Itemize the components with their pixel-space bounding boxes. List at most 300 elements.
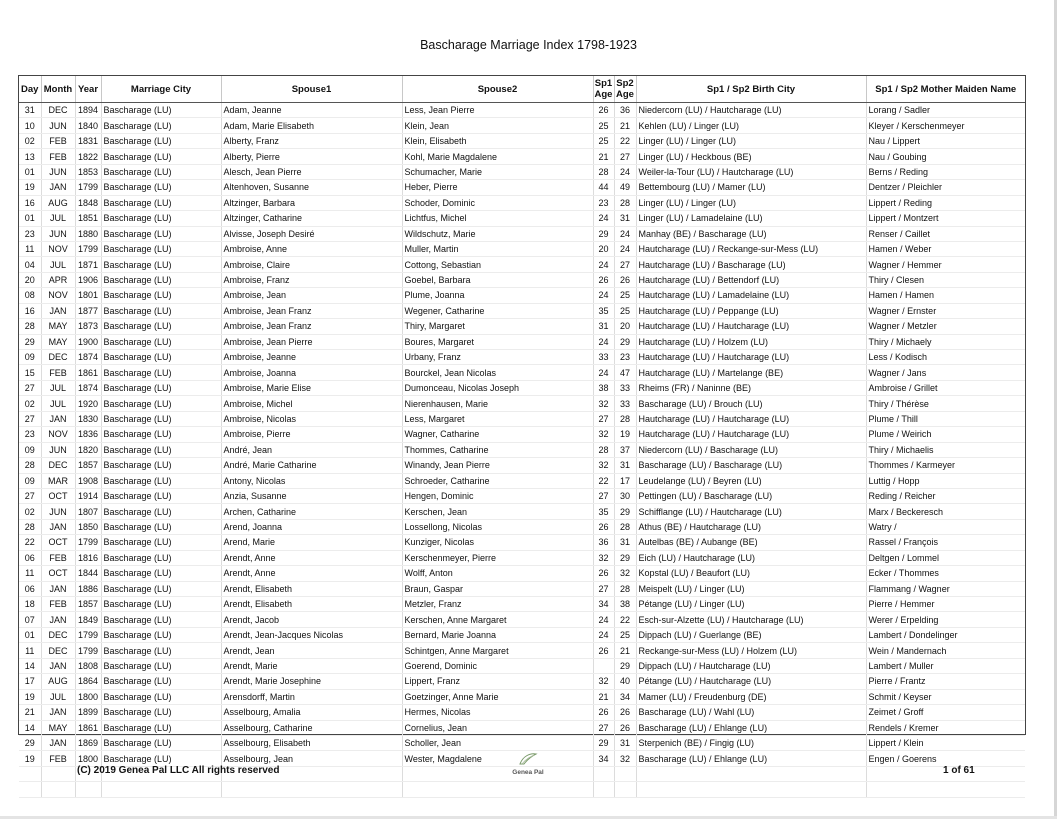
cell-sp2-age: 24 <box>614 241 636 256</box>
cell-month: MAY <box>41 319 75 334</box>
cell-year: 1874 <box>75 350 101 365</box>
cell-spouse1: Asselbourg, Amalia <box>221 705 402 720</box>
cell-mother-maiden-name: Lorang / Sadler <box>866 103 1025 118</box>
cell-marriage-city: Bascharage (LU) <box>101 519 221 534</box>
cell-day: 18 <box>19 597 41 612</box>
cell-day: 09 <box>19 442 41 457</box>
cell-sp1-age: 32 <box>593 550 614 565</box>
cell-birth-city: Sterpenich (BE) / Fingig (LU) <box>636 735 866 750</box>
cell-spouse1: Ambroise, Joanna <box>221 365 402 380</box>
cell-spouse2: Scholler, Jean <box>402 735 593 750</box>
cell-mother-maiden-name: Kleyer / Kerschenmeyer <box>866 118 1025 133</box>
cell-spouse2: Goebel, Barbara <box>402 272 593 287</box>
cell-spouse1: Adam, Marie Elisabeth <box>221 118 402 133</box>
table-body <box>19 103 1025 798</box>
cell-birth-city: Hautcharage (LU) / Bascharage (LU) <box>636 257 866 272</box>
cell-marriage-city: Bascharage (LU) <box>101 658 221 673</box>
cell-spouse2: Cornelius, Jean <box>402 720 593 735</box>
table-row <box>19 164 1025 179</box>
cell-spouse1: Arend, Marie <box>221 535 402 550</box>
cell-spouse1: Alvisse, Joseph Desiré <box>221 226 402 241</box>
cell-birth-city: Pétange (LU) / Linger (LU) <box>636 597 866 612</box>
cell-month: JAN <box>41 658 75 673</box>
cell-marriage-city: Bascharage (LU) <box>101 504 221 519</box>
cell-spouse1: Altzinger, Catharine <box>221 211 402 226</box>
table-row <box>19 488 1025 503</box>
cell-spouse1: Antony, Nicolas <box>221 473 402 488</box>
cell-mother-maiden-name: Nau / Lippert <box>866 133 1025 148</box>
cell-year: 1906 <box>75 272 101 287</box>
table-row <box>19 211 1025 226</box>
cell-spouse2: Hengen, Dominic <box>402 488 593 503</box>
cell-marriage-city: Bascharage (LU) <box>101 272 221 287</box>
cell-year: 1871 <box>75 257 101 272</box>
cell-birth-city: Hautcharage (LU) / Bettendorf (LU) <box>636 272 866 287</box>
cell-birth-city: Bascharage (LU) / Ehlange (LU) <box>636 751 866 766</box>
cell-year: 1808 <box>75 658 101 673</box>
cell-sp2-age: 34 <box>614 689 636 704</box>
cell-day: 23 <box>19 427 41 442</box>
cell-sp2-age: 25 <box>614 303 636 318</box>
cell-year: 1836 <box>75 427 101 442</box>
cell-spouse1: Asselbourg, Elisabeth <box>221 735 402 750</box>
marriage-index-table-frame <box>18 75 1026 764</box>
cell-sp2-age: 38 <box>614 597 636 612</box>
cell-sp2-age: 31 <box>614 735 636 750</box>
cell-sp1-age: 35 <box>593 504 614 519</box>
cell-birth-city: Hautcharage (LU) / Hautcharage (LU) <box>636 350 866 365</box>
cell-spouse2: Klein, Elisabeth <box>402 133 593 148</box>
cell-mother-maiden-name: Schmit / Keyser <box>866 689 1025 704</box>
cell-sp2-age: 32 <box>614 751 636 766</box>
cell-day: 06 <box>19 550 41 565</box>
cell-marriage-city: Bascharage (LU) <box>101 257 221 272</box>
cell-mother-maiden-name: Thiry / Michaely <box>866 334 1025 349</box>
cell-birth-city: Hautcharage (LU) / Reckange-sur-Mess (LU) <box>636 241 866 256</box>
cell-year: 1857 <box>75 458 101 473</box>
cell-birth-city: Hautcharage (LU) / Hautcharage (LU) <box>636 411 866 426</box>
cell-mother-maiden-name: Wagner / Jans <box>866 365 1025 380</box>
cell-sp1-age: 34 <box>593 751 614 766</box>
cell-spouse2: Schumacher, Marie <box>402 164 593 179</box>
cell-birth-city: Hautcharage (LU) / Holzem (LU) <box>636 334 866 349</box>
cell-day: 09 <box>19 473 41 488</box>
cell-marriage-city: Bascharage (LU) <box>101 751 221 766</box>
empty-cell <box>101 782 221 797</box>
cell-sp2-age: 29 <box>614 658 636 673</box>
table-row <box>19 319 1025 334</box>
cell-mother-maiden-name: Plume / Thill <box>866 411 1025 426</box>
cell-spouse2: Goerend, Dominic <box>402 658 593 673</box>
cell-spouse2: Wagner, Catharine <box>402 427 593 442</box>
cell-birth-city: Hautcharage (LU) / Hautcharage (LU) <box>636 319 866 334</box>
cell-day: 19 <box>19 751 41 766</box>
cell-spouse2: Wester, Magdalene <box>402 751 593 766</box>
table-row <box>19 550 1025 565</box>
cell-sp1-age: 35 <box>593 303 614 318</box>
cell-year: 1840 <box>75 118 101 133</box>
cell-sp1-age: 25 <box>593 118 614 133</box>
cell-spouse1: Arendt, Anne <box>221 550 402 565</box>
cell-spouse2: Lossellong, Nicolas <box>402 519 593 534</box>
cell-birth-city: Manhay (BE) / Bascharage (LU) <box>636 226 866 241</box>
cell-month: JUN <box>41 164 75 179</box>
cell-spouse1: Ambroise, Anne <box>221 241 402 256</box>
cell-spouse1: Ambroise, Franz <box>221 272 402 287</box>
cell-spouse1: Ambroise, Claire <box>221 257 402 272</box>
cell-sp2-age: 25 <box>614 288 636 303</box>
header-marriage-city: Marriage City <box>101 76 221 103</box>
empty-cell <box>636 782 866 797</box>
cell-marriage-city: Bascharage (LU) <box>101 303 221 318</box>
cell-marriage-city: Bascharage (LU) <box>101 488 221 503</box>
cell-mother-maiden-name: Plume / Weirich <box>866 427 1025 442</box>
cell-year: 1816 <box>75 550 101 565</box>
cell-sp2-age: 26 <box>614 720 636 735</box>
cell-month: JUL <box>41 396 75 411</box>
cell-sp2-age: 29 <box>614 334 636 349</box>
cell-spouse2: Bourckel, Jean Nicolas <box>402 365 593 380</box>
cell-sp1-age: 27 <box>593 411 614 426</box>
cell-mother-maiden-name: Ecker / Thommes <box>866 566 1025 581</box>
cell-mother-maiden-name: Lambert / Muller <box>866 658 1025 673</box>
cell-month: MAY <box>41 334 75 349</box>
table-row <box>19 103 1025 118</box>
cell-birth-city: Linger (LU) / Linger (LU) <box>636 195 866 210</box>
cell-month: JUL <box>41 257 75 272</box>
cell-sp1-age: 24 <box>593 257 614 272</box>
cell-mother-maiden-name: Luttig / Hopp <box>866 473 1025 488</box>
cell-month: FEB <box>41 550 75 565</box>
cell-year: 1820 <box>75 442 101 457</box>
cell-birth-city: Hautcharage (LU) / Peppange (LU) <box>636 303 866 318</box>
cell-birth-city: Bettembourg (LU) / Mamer (LU) <box>636 180 866 195</box>
table-row <box>19 272 1025 287</box>
document-title: Bascharage Marriage Index 1798-1923 <box>420 38 637 52</box>
cell-sp2-age: 33 <box>614 380 636 395</box>
cell-mother-maiden-name: Zeimet / Groff <box>866 705 1025 720</box>
cell-sp1-age: 31 <box>593 319 614 334</box>
cell-mother-maiden-name: Thiry / Michaelis <box>866 442 1025 457</box>
cell-mother-maiden-name: Nau / Goubing <box>866 149 1025 164</box>
cell-mother-maiden-name: Ambroise / Grillet <box>866 380 1025 395</box>
table-row <box>19 581 1025 596</box>
cell-spouse1: Arendt, Elisabeth <box>221 581 402 596</box>
empty-cell <box>614 766 636 781</box>
cell-sp2-age: 22 <box>614 612 636 627</box>
cell-year: 1880 <box>75 226 101 241</box>
cell-spouse1: Arendt, Marie <box>221 658 402 673</box>
cell-sp1-age: 21 <box>593 689 614 704</box>
cell-marriage-city: Bascharage (LU) <box>101 458 221 473</box>
cell-year: 1799 <box>75 535 101 550</box>
cell-marriage-city: Bascharage (LU) <box>101 226 221 241</box>
cell-month: AUG <box>41 195 75 210</box>
header-day: Day <box>19 76 41 103</box>
table-row <box>19 442 1025 457</box>
cell-sp1-age: 32 <box>593 427 614 442</box>
cell-marriage-city: Bascharage (LU) <box>101 365 221 380</box>
cell-month: JUN <box>41 504 75 519</box>
cell-year: 1857 <box>75 597 101 612</box>
table-row <box>19 643 1025 658</box>
cell-spouse1: Anzia, Susanne <box>221 488 402 503</box>
cell-sp2-age: 24 <box>614 226 636 241</box>
cell-birth-city: Rheims (FR) / Naninne (BE) <box>636 380 866 395</box>
table-row <box>19 627 1025 642</box>
cell-month: JUL <box>41 689 75 704</box>
cell-birth-city: Hautcharage (LU) / Lamadelaine (LU) <box>636 288 866 303</box>
cell-sp1-age: 23 <box>593 195 614 210</box>
table-row <box>19 133 1025 148</box>
cell-day: 08 <box>19 288 41 303</box>
cell-marriage-city: Bascharage (LU) <box>101 180 221 195</box>
cell-spouse1: Alberty, Pierre <box>221 149 402 164</box>
cell-sp1-age: 26 <box>593 643 614 658</box>
cell-year: 1899 <box>75 705 101 720</box>
cell-spouse1: Arendt, Jean <box>221 643 402 658</box>
empty-cell <box>593 782 614 797</box>
cell-sp2-age: 31 <box>614 535 636 550</box>
cell-month: NOV <box>41 427 75 442</box>
header-spouse2: Spouse2 <box>402 76 593 103</box>
cell-spouse1: Archen, Catharine <box>221 504 402 519</box>
cell-sp2-age: 19 <box>614 427 636 442</box>
cell-spouse2: Schroeder, Catharine <box>402 473 593 488</box>
cell-sp2-age: 31 <box>614 458 636 473</box>
table-row <box>19 658 1025 673</box>
cell-month: FEB <box>41 149 75 164</box>
cell-month: DEC <box>41 350 75 365</box>
cell-sp1-age: 24 <box>593 365 614 380</box>
cell-sp2-age: 22 <box>614 133 636 148</box>
footer-copyright: (C) 2019 Genea Pal LLC All rights reserved <box>77 765 280 776</box>
empty-cell <box>19 766 41 781</box>
cell-day: 19 <box>19 689 41 704</box>
empty-cell <box>221 782 402 797</box>
cell-month: JUN <box>41 226 75 241</box>
cell-mother-maiden-name: Hamen / Weber <box>866 241 1025 256</box>
cell-day: 21 <box>19 705 41 720</box>
cell-spouse1: Altenhoven, Susanne <box>221 180 402 195</box>
cell-mother-maiden-name: Flammang / Wagner <box>866 581 1025 596</box>
cell-mother-maiden-name: Rassel / François <box>866 535 1025 550</box>
cell-spouse2: Heber, Pierre <box>402 180 593 195</box>
cell-mother-maiden-name: Werer / Erpelding <box>866 612 1025 627</box>
cell-marriage-city: Bascharage (LU) <box>101 720 221 735</box>
cell-spouse2: Nierenhausen, Marie <box>402 396 593 411</box>
cell-spouse2: Klein, Jean <box>402 118 593 133</box>
cell-sp1-age: 26 <box>593 705 614 720</box>
cell-spouse2: Hermes, Nicolas <box>402 705 593 720</box>
cell-mother-maiden-name: Rendels / Kremer <box>866 720 1025 735</box>
cell-mother-maiden-name: Hamen / Hamen <box>866 288 1025 303</box>
empty-cell <box>41 782 75 797</box>
cell-year: 1848 <box>75 195 101 210</box>
cell-mother-maiden-name: Pierre / Frantz <box>866 674 1025 689</box>
cell-month: FEB <box>41 751 75 766</box>
cell-mother-maiden-name: Lippert / Montzert <box>866 211 1025 226</box>
table-row <box>19 705 1025 720</box>
cell-marriage-city: Bascharage (LU) <box>101 288 221 303</box>
cell-sp1-age: 29 <box>593 735 614 750</box>
cell-month: JUN <box>41 118 75 133</box>
cell-year: 1799 <box>75 627 101 642</box>
cell-month: JAN <box>41 581 75 596</box>
cell-marriage-city: Bascharage (LU) <box>101 241 221 256</box>
cell-mother-maiden-name: Thommes / Karmeyer <box>866 458 1025 473</box>
cell-month: JUL <box>41 380 75 395</box>
cell-spouse1: André, Marie Catharine <box>221 458 402 473</box>
cell-year: 1908 <box>75 473 101 488</box>
empty-cell <box>402 782 593 797</box>
empty-cell <box>19 782 41 797</box>
cell-spouse1: Ambroise, Jean <box>221 288 402 303</box>
cell-spouse1: Alesch, Jean Pierre <box>221 164 402 179</box>
cell-sp1-age: 28 <box>593 164 614 179</box>
cell-marriage-city: Bascharage (LU) <box>101 149 221 164</box>
cell-year: 1853 <box>75 164 101 179</box>
cell-sp1-age: 24 <box>593 612 614 627</box>
cell-spouse2: Lichtfus, Michel <box>402 211 593 226</box>
cell-sp2-age: 23 <box>614 350 636 365</box>
cell-marriage-city: Bascharage (LU) <box>101 195 221 210</box>
cell-marriage-city: Bascharage (LU) <box>101 535 221 550</box>
cell-sp1-age: 24 <box>593 627 614 642</box>
cell-spouse1: Altzinger, Barbara <box>221 195 402 210</box>
cell-year: 1799 <box>75 180 101 195</box>
cell-mother-maiden-name: Lambert / Dondelinger <box>866 627 1025 642</box>
cell-spouse2: Dumonceau, Nicolas Joseph <box>402 380 593 395</box>
table-row <box>19 195 1025 210</box>
cell-month: OCT <box>41 566 75 581</box>
table-row <box>19 612 1025 627</box>
cell-sp1-age: 22 <box>593 473 614 488</box>
table-row <box>19 411 1025 426</box>
cell-birth-city: Linger (LU) / Heckbous (BE) <box>636 149 866 164</box>
genea-pal-logo <box>505 752 551 776</box>
cell-day: 11 <box>19 643 41 658</box>
cell-year: 1877 <box>75 303 101 318</box>
table-row <box>19 288 1025 303</box>
table-row <box>19 597 1025 612</box>
table-row <box>19 535 1025 550</box>
cell-birth-city: Leudelange (LU) / Beyren (LU) <box>636 473 866 488</box>
cell-sp1-age: 21 <box>593 149 614 164</box>
cell-year: 1849 <box>75 612 101 627</box>
cell-month: DEC <box>41 627 75 642</box>
cell-sp1-age: 27 <box>593 720 614 735</box>
cell-spouse2: Wegener, Catharine <box>402 303 593 318</box>
cell-spouse1: Asselbourg, Catharine <box>221 720 402 735</box>
cell-year: 1914 <box>75 488 101 503</box>
cell-year: 1861 <box>75 720 101 735</box>
cell-month: JAN <box>41 519 75 534</box>
cell-year: 1874 <box>75 380 101 395</box>
cell-month: JAN <box>41 411 75 426</box>
logo-text: Genea Pal <box>512 769 544 776</box>
cell-spouse2: Cottong, Sebastian <box>402 257 593 272</box>
empty-cell <box>41 766 75 781</box>
cell-spouse2: Kohl, Marie Magdalene <box>402 149 593 164</box>
cell-sp1-age: 36 <box>593 535 614 550</box>
cell-spouse1: Arendt, Jean-Jacques Nicolas <box>221 627 402 642</box>
cell-day: 02 <box>19 396 41 411</box>
cell-sp1-age: 44 <box>593 180 614 195</box>
cell-month: NOV <box>41 241 75 256</box>
cell-spouse2: Thiry, Margaret <box>402 319 593 334</box>
table-row <box>19 241 1025 256</box>
cell-sp2-age: 30 <box>614 488 636 503</box>
cell-day: 29 <box>19 735 41 750</box>
header-year: Year <box>75 76 101 103</box>
cell-spouse1: Asselbourg, Jean <box>221 751 402 766</box>
cell-month: JAN <box>41 735 75 750</box>
cell-marriage-city: Bascharage (LU) <box>101 550 221 565</box>
cell-birth-city: Kehlen (LU) / Linger (LU) <box>636 118 866 133</box>
cell-spouse2: Kunziger, Nicolas <box>402 535 593 550</box>
cell-mother-maiden-name: Wein / Mandernach <box>866 643 1025 658</box>
cell-month: FEB <box>41 597 75 612</box>
cell-marriage-city: Bascharage (LU) <box>101 689 221 704</box>
empty-row <box>19 782 1025 797</box>
cell-mother-maiden-name: Dentzer / Pleichler <box>866 180 1025 195</box>
cell-birth-city: Pettingen (LU) / Bascharage (LU) <box>636 488 866 503</box>
cell-birth-city: Meispelt (LU) / Linger (LU) <box>636 581 866 596</box>
cell-year: 1873 <box>75 319 101 334</box>
cell-birth-city: Dippach (LU) / Hautcharage (LU) <box>636 658 866 673</box>
cell-sp1-age: 27 <box>593 488 614 503</box>
cell-mother-maiden-name: Wagner / Hemmer <box>866 257 1025 272</box>
cell-birth-city: Niedercorn (LU) / Bascharage (LU) <box>636 442 866 457</box>
cell-month: JUL <box>41 211 75 226</box>
cell-day: 27 <box>19 411 41 426</box>
table-row <box>19 566 1025 581</box>
cell-month: JAN <box>41 303 75 318</box>
cell-birth-city: Esch-sur-Alzette (LU) / Hautcharage (LU) <box>636 612 866 627</box>
cell-sp1-age: 26 <box>593 566 614 581</box>
cell-birth-city: Autelbas (BE) / Aubange (BE) <box>636 535 866 550</box>
header-birth-city: Sp1 / Sp2 Birth City <box>636 76 866 103</box>
table-row <box>19 473 1025 488</box>
table-row <box>19 720 1025 735</box>
cell-year: 1830 <box>75 411 101 426</box>
cell-sp2-age: 17 <box>614 473 636 488</box>
cell-mother-maiden-name: Wagner / Metzler <box>866 319 1025 334</box>
cell-marriage-city: Bascharage (LU) <box>101 118 221 133</box>
cell-marriage-city: Bascharage (LU) <box>101 350 221 365</box>
cell-mother-maiden-name: Lippert / Klein <box>866 735 1025 750</box>
cell-spouse2: Boures, Margaret <box>402 334 593 349</box>
cell-year: 1800 <box>75 751 101 766</box>
cell-spouse1: Ambroise, Jean Pierre <box>221 334 402 349</box>
cell-marriage-city: Bascharage (LU) <box>101 473 221 488</box>
cell-marriage-city: Bascharage (LU) <box>101 103 221 118</box>
cell-day: 07 <box>19 612 41 627</box>
cell-year: 1900 <box>75 334 101 349</box>
cell-year: 1801 <box>75 288 101 303</box>
header-mother-maiden-name: Sp1 / Sp2 Mother Maiden Name <box>866 76 1025 103</box>
cell-day: 28 <box>19 458 41 473</box>
cell-month: DEC <box>41 458 75 473</box>
table-row <box>19 689 1025 704</box>
cell-day: 31 <box>19 103 41 118</box>
cell-sp2-age: 40 <box>614 674 636 689</box>
cell-day: 11 <box>19 566 41 581</box>
cell-day: 27 <box>19 380 41 395</box>
footer-page-number: 1 of 61 <box>943 765 975 776</box>
table-row <box>19 118 1025 133</box>
